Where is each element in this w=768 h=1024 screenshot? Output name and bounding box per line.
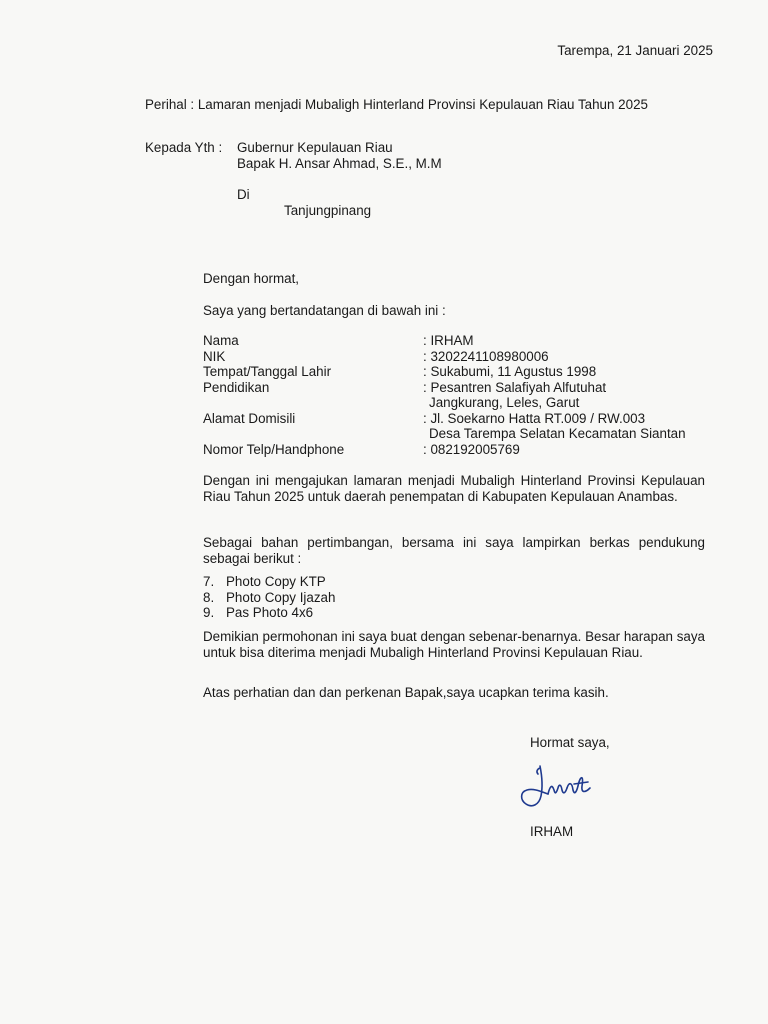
enclosure-list [203,574,335,621]
recipient-block [237,140,442,171]
identity-row [203,380,713,396]
list-item [203,574,335,590]
list-text: Photo Copy Ijazah [226,589,336,605]
signature-image [512,760,608,816]
identity-value: : 3202241108980006 [423,348,549,364]
list-number: 7. [203,574,215,589]
paragraph-closing-statement: Demikian permohonan ini saya buat dengan sebenar-benarnya. Besar harapan saya untuk bisa diterima menjadi Mubaligh Hinterland Provinsi Kepulauan Riau. [203,629,705,660]
list-item [203,590,335,606]
identity-label: Pendidikan [203,379,270,395]
recipient-city: Tanjungpinang [284,203,372,218]
identity-value-continued: Desa Tarempa Selatan Kecamatan Siantan [429,426,686,441]
paragraph-application: Dengan ini mengajukan lamaran menjadi Mubaligh Hinterland Provinsi Kepulauan Riau Tahun 2025 untuk daerah penempatan di Kabupaten Kepulauan Anambas. [203,473,705,504]
greeting: Dengan hormat, [203,271,300,286]
identity-row [203,349,713,365]
letter-date: Tarempa, 21 Januari 2025 [557,43,713,58]
recipient-name: Gubernur Kepulauan Riau [237,140,393,155]
list-text: Photo Copy KTP [226,574,326,589]
identity-row [203,333,713,349]
identity-label: Nama [203,333,239,348]
list-number: 8. [203,589,215,605]
identity-label: NIK [203,348,226,364]
identity-value: : Jl. Soekarno Hatta RT.009 / RW.003 [423,410,646,426]
paragraph-attachments: Sebagai bahan pertimbangan, bersama ini saya lampirkan berkas pendukung sebagai berikut : [203,535,705,566]
identity-value-continued: Jangkurang, Leles, Garut [429,395,580,410]
identity-row [203,411,713,427]
recipient-label: Kepada Yth : [145,140,223,155]
list-text: Pas Photo 4x6 [226,605,314,620]
closing-salutation: Hormat saya, [530,735,610,750]
identity-value: : 082192005769 [423,441,520,457]
identity-label: Tempat/Tanggal Lahir [203,364,332,379]
letter-subject: Perihal : Lamaran menjadi Mubaligh Hinterland Provinsi Kepulauan Riau Tahun 2025 [145,97,648,112]
intro-line: Saya yang bertandatangan di bawah ini : [203,303,446,318]
signer-name: IRHAM [530,824,574,839]
identity-label: Alamat Domisili [203,410,296,426]
recipient-title: Bapak H. Ansar Ahmad, S.E., M.M [237,155,442,171]
identity-value: : IRHAM [423,333,474,348]
list-number: 9. [203,605,215,620]
identity-value: : Sukabumi, 11 Agustus 1998 [423,364,597,379]
list-item [203,605,335,621]
recipient-di: Di [237,187,250,202]
identity-row [203,364,713,380]
identity-value: : Pesantren Salafiyah Alfutuhat [423,379,607,395]
identity-table [203,333,713,457]
identity-label: Nomor Telp/Handphone [203,441,345,457]
identity-row [203,442,713,458]
paragraph-thanks: Atas perhatian dan dan perkenan Bapak,saya ucapkan terima kasih. [203,685,609,700]
